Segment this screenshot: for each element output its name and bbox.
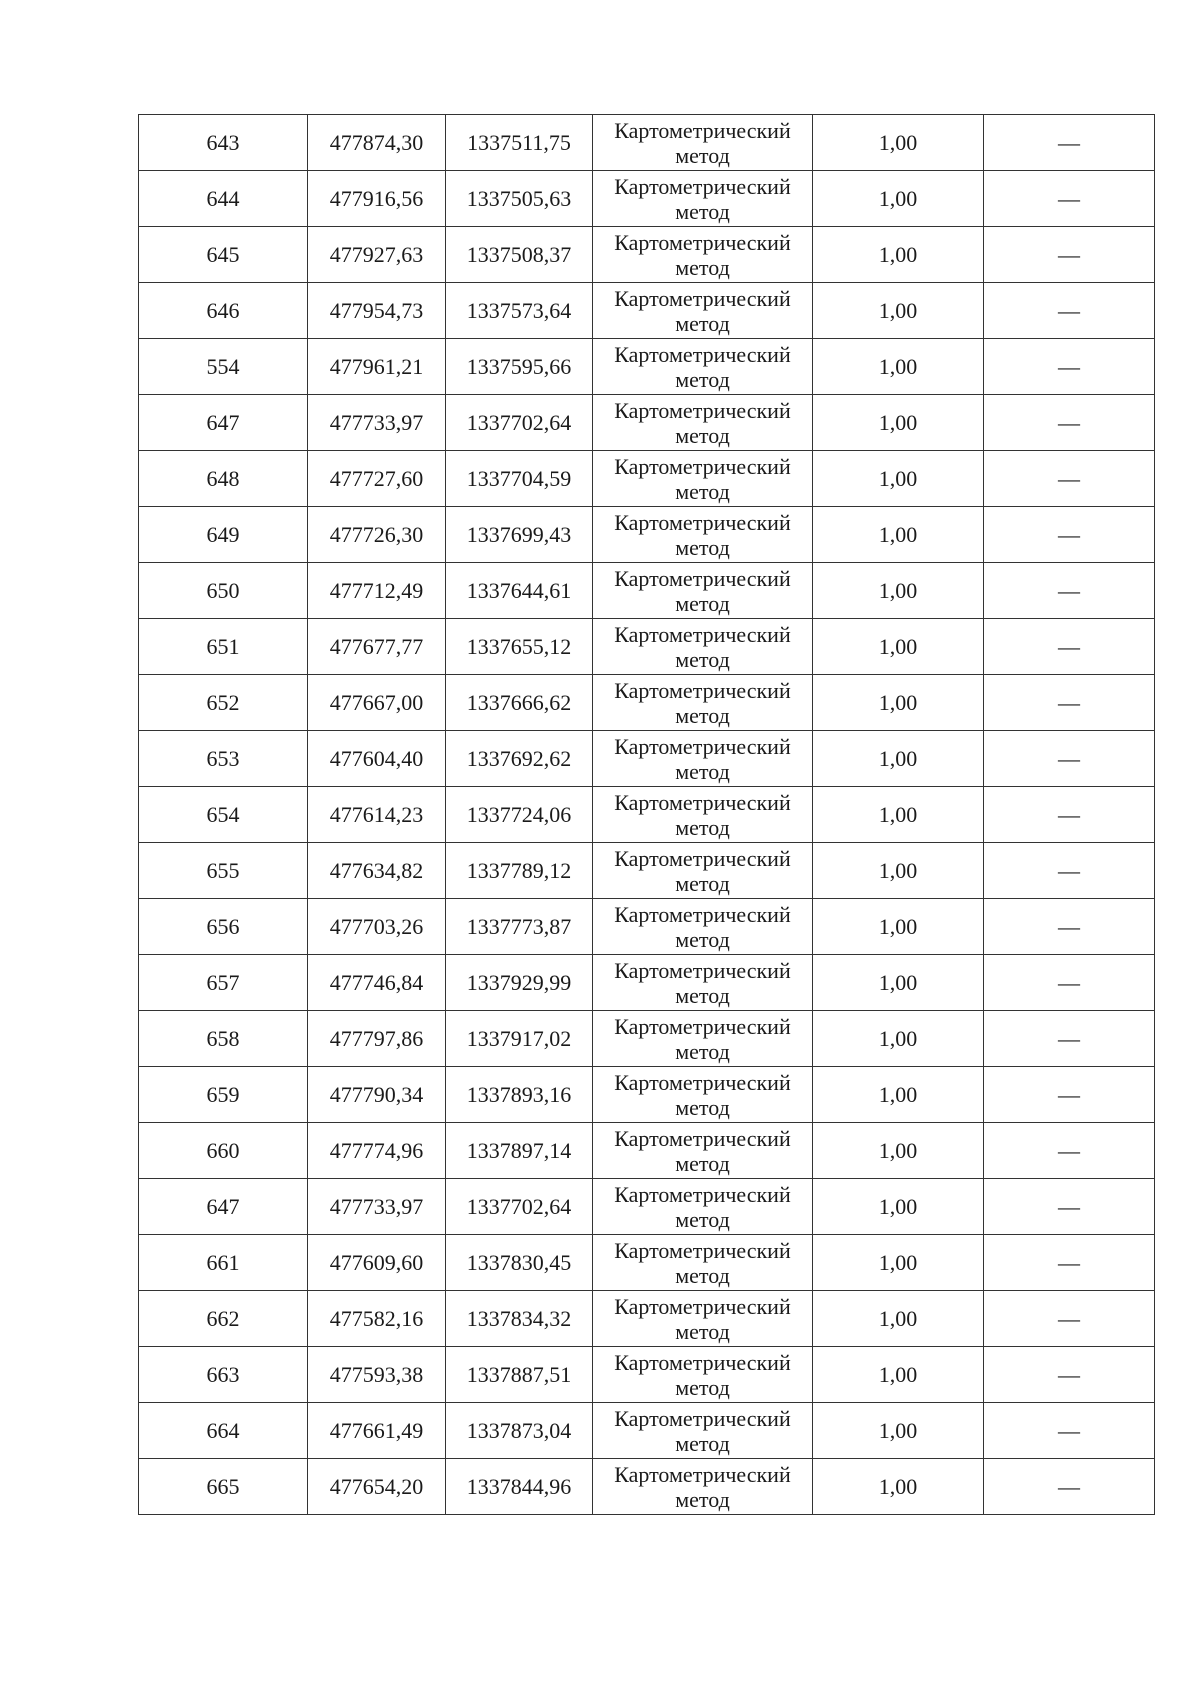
- point-number-cell: 658: [139, 1011, 308, 1067]
- table-row: [139, 171, 1155, 227]
- table-row: [139, 619, 1155, 675]
- accuracy-cell: 1,00: [813, 1459, 984, 1515]
- point-number-cell: 643: [139, 115, 308, 171]
- table-row: [139, 899, 1155, 955]
- table-row: [139, 1067, 1155, 1123]
- y-coordinate-cell: 1337844,96: [446, 1459, 593, 1515]
- accuracy-cell: 1,00: [813, 171, 984, 227]
- x-coordinate-cell: 477609,60: [308, 1235, 446, 1291]
- x-coordinate-cell: 477797,86: [308, 1011, 446, 1067]
- table-row: [139, 115, 1155, 171]
- method-cell: Картометрический метод: [593, 1347, 813, 1403]
- y-coordinate-cell: 1337508,37: [446, 227, 593, 283]
- x-coordinate-cell: 477677,77: [308, 619, 446, 675]
- point-number-cell: 647: [139, 1179, 308, 1235]
- point-number-cell: 651: [139, 619, 308, 675]
- y-coordinate-cell: 1337724,06: [446, 787, 593, 843]
- note-dash-cell: —: [984, 899, 1155, 955]
- table-row: [139, 563, 1155, 619]
- point-number-cell: 652: [139, 675, 308, 731]
- table-row: [139, 787, 1155, 843]
- point-number-cell: 665: [139, 1459, 308, 1515]
- point-number-cell: 554: [139, 339, 308, 395]
- x-coordinate-cell: 477654,20: [308, 1459, 446, 1515]
- table-row: [139, 731, 1155, 787]
- x-coordinate-cell: 477634,82: [308, 843, 446, 899]
- accuracy-cell: 1,00: [813, 1067, 984, 1123]
- table-row: [139, 1123, 1155, 1179]
- method-cell: Картометрический метод: [593, 1291, 813, 1347]
- x-coordinate-cell: 477746,84: [308, 955, 446, 1011]
- x-coordinate-cell: 477703,26: [308, 899, 446, 955]
- note-dash-cell: —: [984, 171, 1155, 227]
- accuracy-cell: 1,00: [813, 1347, 984, 1403]
- accuracy-cell: 1,00: [813, 1291, 984, 1347]
- note-dash-cell: —: [984, 787, 1155, 843]
- note-dash-cell: —: [984, 563, 1155, 619]
- accuracy-cell: 1,00: [813, 507, 984, 563]
- table-row: [139, 1403, 1155, 1459]
- method-cell: Картометрический метод: [593, 563, 813, 619]
- accuracy-cell: 1,00: [813, 787, 984, 843]
- x-coordinate-cell: 477874,30: [308, 115, 446, 171]
- y-coordinate-cell: 1337511,75: [446, 115, 593, 171]
- accuracy-cell: 1,00: [813, 1123, 984, 1179]
- y-coordinate-cell: 1337704,59: [446, 451, 593, 507]
- x-coordinate-cell: 477927,63: [308, 227, 446, 283]
- point-number-cell: 649: [139, 507, 308, 563]
- method-cell: Картометрический метод: [593, 171, 813, 227]
- y-coordinate-cell: 1337692,62: [446, 731, 593, 787]
- x-coordinate-cell: 477712,49: [308, 563, 446, 619]
- x-coordinate-cell: 477790,34: [308, 1067, 446, 1123]
- y-coordinate-cell: 1337789,12: [446, 843, 593, 899]
- point-number-cell: 655: [139, 843, 308, 899]
- accuracy-cell: 1,00: [813, 1403, 984, 1459]
- method-cell: Картометрический метод: [593, 1123, 813, 1179]
- table-row: [139, 675, 1155, 731]
- point-number-cell: 664: [139, 1403, 308, 1459]
- method-cell: Картометрический метод: [593, 395, 813, 451]
- y-coordinate-cell: 1337699,43: [446, 507, 593, 563]
- x-coordinate-cell: 477593,38: [308, 1347, 446, 1403]
- y-coordinate-cell: 1337702,64: [446, 395, 593, 451]
- accuracy-cell: 1,00: [813, 843, 984, 899]
- accuracy-cell: 1,00: [813, 451, 984, 507]
- point-number-cell: 646: [139, 283, 308, 339]
- table-row: [139, 507, 1155, 563]
- x-coordinate-cell: 477726,30: [308, 507, 446, 563]
- table-row: [139, 451, 1155, 507]
- point-number-cell: 648: [139, 451, 308, 507]
- coordinates-table: [138, 114, 1155, 1515]
- method-cell: Картометрический метод: [593, 1403, 813, 1459]
- method-cell: Картометрический метод: [593, 115, 813, 171]
- y-coordinate-cell: 1337505,63: [446, 171, 593, 227]
- x-coordinate-cell: 477916,56: [308, 171, 446, 227]
- note-dash-cell: —: [984, 1067, 1155, 1123]
- method-cell: Картометрический метод: [593, 507, 813, 563]
- note-dash-cell: —: [984, 619, 1155, 675]
- point-number-cell: 659: [139, 1067, 308, 1123]
- note-dash-cell: —: [984, 395, 1155, 451]
- method-cell: Картометрический метод: [593, 899, 813, 955]
- accuracy-cell: 1,00: [813, 899, 984, 955]
- note-dash-cell: —: [984, 675, 1155, 731]
- accuracy-cell: 1,00: [813, 339, 984, 395]
- y-coordinate-cell: 1337834,32: [446, 1291, 593, 1347]
- y-coordinate-cell: 1337773,87: [446, 899, 593, 955]
- accuracy-cell: 1,00: [813, 115, 984, 171]
- table-row: [139, 955, 1155, 1011]
- method-cell: Картометрический метод: [593, 955, 813, 1011]
- y-coordinate-cell: 1337830,45: [446, 1235, 593, 1291]
- point-number-cell: 661: [139, 1235, 308, 1291]
- y-coordinate-cell: 1337929,99: [446, 955, 593, 1011]
- y-coordinate-cell: 1337893,16: [446, 1067, 593, 1123]
- x-coordinate-cell: 477604,40: [308, 731, 446, 787]
- point-number-cell: 663: [139, 1347, 308, 1403]
- method-cell: Картометрический метод: [593, 1235, 813, 1291]
- note-dash-cell: —: [984, 339, 1155, 395]
- note-dash-cell: —: [984, 1235, 1155, 1291]
- note-dash-cell: —: [984, 843, 1155, 899]
- coordinates-table-body: [139, 115, 1155, 1515]
- accuracy-cell: 1,00: [813, 731, 984, 787]
- note-dash-cell: —: [984, 1123, 1155, 1179]
- method-cell: Картометрический метод: [593, 731, 813, 787]
- point-number-cell: 647: [139, 395, 308, 451]
- x-coordinate-cell: 477954,73: [308, 283, 446, 339]
- table-row: [139, 339, 1155, 395]
- y-coordinate-cell: 1337897,14: [446, 1123, 593, 1179]
- accuracy-cell: 1,00: [813, 1179, 984, 1235]
- x-coordinate-cell: 477733,97: [308, 395, 446, 451]
- accuracy-cell: 1,00: [813, 1011, 984, 1067]
- method-cell: Картометрический метод: [593, 1179, 813, 1235]
- point-number-cell: 650: [139, 563, 308, 619]
- note-dash-cell: —: [984, 283, 1155, 339]
- accuracy-cell: 1,00: [813, 395, 984, 451]
- note-dash-cell: —: [984, 1403, 1155, 1459]
- note-dash-cell: —: [984, 115, 1155, 171]
- accuracy-cell: 1,00: [813, 619, 984, 675]
- accuracy-cell: 1,00: [813, 283, 984, 339]
- y-coordinate-cell: 1337666,62: [446, 675, 593, 731]
- point-number-cell: 656: [139, 899, 308, 955]
- x-coordinate-cell: 477961,21: [308, 339, 446, 395]
- accuracy-cell: 1,00: [813, 563, 984, 619]
- point-number-cell: 660: [139, 1123, 308, 1179]
- y-coordinate-cell: 1337917,02: [446, 1011, 593, 1067]
- note-dash-cell: —: [984, 1011, 1155, 1067]
- point-number-cell: 662: [139, 1291, 308, 1347]
- table-row: [139, 1235, 1155, 1291]
- point-number-cell: 644: [139, 171, 308, 227]
- method-cell: Картометрический метод: [593, 619, 813, 675]
- table-row: [139, 1459, 1155, 1515]
- point-number-cell: 653: [139, 731, 308, 787]
- point-number-cell: 654: [139, 787, 308, 843]
- x-coordinate-cell: 477727,60: [308, 451, 446, 507]
- note-dash-cell: —: [984, 955, 1155, 1011]
- method-cell: Картометрический метод: [593, 787, 813, 843]
- note-dash-cell: —: [984, 227, 1155, 283]
- point-number-cell: 645: [139, 227, 308, 283]
- note-dash-cell: —: [984, 1347, 1155, 1403]
- accuracy-cell: 1,00: [813, 955, 984, 1011]
- table-row: [139, 1347, 1155, 1403]
- method-cell: Картометрический метод: [593, 1459, 813, 1515]
- x-coordinate-cell: 477667,00: [308, 675, 446, 731]
- x-coordinate-cell: 477661,49: [308, 1403, 446, 1459]
- accuracy-cell: 1,00: [813, 1235, 984, 1291]
- y-coordinate-cell: 1337655,12: [446, 619, 593, 675]
- accuracy-cell: 1,00: [813, 227, 984, 283]
- x-coordinate-cell: 477733,97: [308, 1179, 446, 1235]
- x-coordinate-cell: 477582,16: [308, 1291, 446, 1347]
- accuracy-cell: 1,00: [813, 675, 984, 731]
- method-cell: Картометрический метод: [593, 1011, 813, 1067]
- note-dash-cell: —: [984, 1459, 1155, 1515]
- table-row: [139, 1011, 1155, 1067]
- note-dash-cell: —: [984, 1179, 1155, 1235]
- method-cell: Картометрический метод: [593, 227, 813, 283]
- method-cell: Картометрический метод: [593, 675, 813, 731]
- method-cell: Картометрический метод: [593, 843, 813, 899]
- y-coordinate-cell: 1337887,51: [446, 1347, 593, 1403]
- note-dash-cell: —: [984, 507, 1155, 563]
- table-row: [139, 227, 1155, 283]
- method-cell: Картометрический метод: [593, 451, 813, 507]
- method-cell: Картометрический метод: [593, 283, 813, 339]
- x-coordinate-cell: 477774,96: [308, 1123, 446, 1179]
- y-coordinate-cell: 1337595,66: [446, 339, 593, 395]
- table-row: [139, 1291, 1155, 1347]
- note-dash-cell: —: [984, 1291, 1155, 1347]
- method-cell: Картометрический метод: [593, 339, 813, 395]
- y-coordinate-cell: 1337573,64: [446, 283, 593, 339]
- table-row: [139, 1179, 1155, 1235]
- note-dash-cell: —: [984, 731, 1155, 787]
- y-coordinate-cell: 1337644,61: [446, 563, 593, 619]
- x-coordinate-cell: 477614,23: [308, 787, 446, 843]
- y-coordinate-cell: 1337702,64: [446, 1179, 593, 1235]
- note-dash-cell: —: [984, 451, 1155, 507]
- method-cell: Картометрический метод: [593, 1067, 813, 1123]
- point-number-cell: 657: [139, 955, 308, 1011]
- y-coordinate-cell: 1337873,04: [446, 1403, 593, 1459]
- table-row: [139, 395, 1155, 451]
- table-row: [139, 283, 1155, 339]
- table-row: [139, 843, 1155, 899]
